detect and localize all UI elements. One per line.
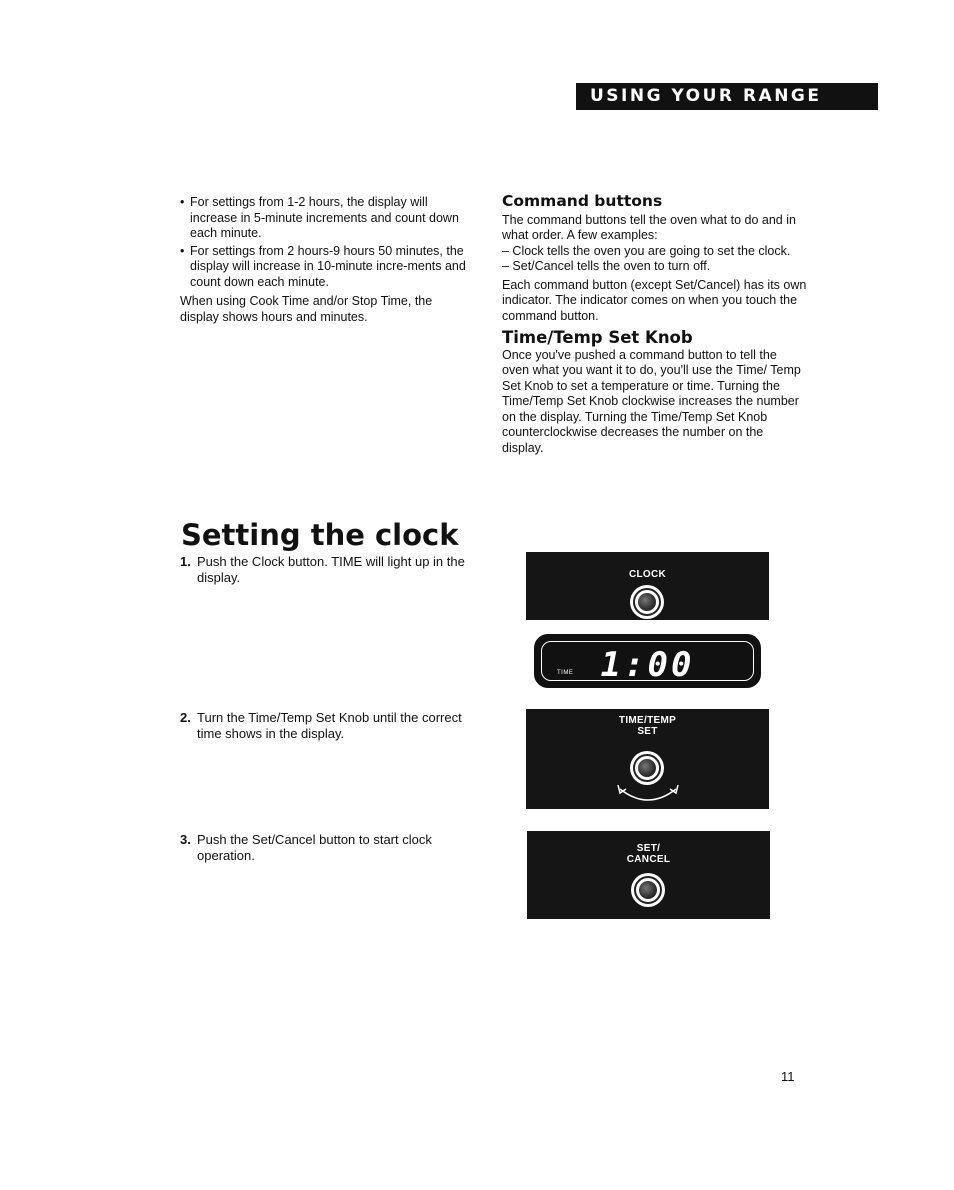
clock-button-icon	[630, 585, 664, 619]
bullet-item: • For settings from 2 hours-9 hours 50 minutes, the display will increase in 10-minute incre-ments and count down each minute.	[180, 244, 470, 291]
step-number: 2.	[180, 710, 191, 725]
step-text: Push the Set/Cancel button to start clock operation.	[197, 832, 432, 863]
timetemp-label-line2: SET	[637, 726, 658, 737]
rotate-arrow-icon	[616, 781, 680, 807]
timetemp-knob-icon	[630, 751, 664, 785]
step-1	[180, 554, 480, 586]
setcancel-label-line1: SET/	[636, 843, 661, 854]
step-number: 3.	[180, 832, 191, 847]
step-text: Turn the Time/Temp Set Knob until the correct time shows in the display.	[197, 710, 462, 741]
left-column	[180, 195, 470, 325]
command-example: – Set/Cancel tells the oven to turn off.	[502, 259, 711, 273]
section-title: Setting the clock	[181, 518, 459, 552]
right-column	[502, 194, 807, 456]
set-cancel-button-icon	[631, 873, 665, 907]
timetemp-knob-figure	[526, 709, 769, 809]
step-text: Push the Clock button. TIME will light up in the display.	[197, 554, 465, 585]
clock-button-figure	[526, 552, 769, 620]
knob-heading: Time/Temp Set Knob	[502, 328, 693, 347]
display-window	[541, 641, 754, 685]
timetemp-label-line1: TIME/TEMP	[618, 715, 677, 726]
page-number: 11	[781, 1069, 795, 1084]
setcancel-label-line2: CANCEL	[626, 854, 671, 865]
command-example: – Clock tells the oven you are going to set the clock.	[502, 243, 791, 258]
step-2	[180, 710, 480, 742]
set-cancel-figure	[527, 831, 770, 919]
display-note-paragraph: When using Cook Time and/or Stop Time, the display shows hours and minutes.	[180, 294, 433, 324]
command-buttons-heading: Command buttons	[502, 192, 663, 210]
clock-display-figure	[534, 634, 761, 688]
bullet-item: • For settings from 1-2 hours, the display will increase in 5-minute increments and count down each minute.	[180, 195, 470, 242]
knob-paragraph: Once you've pushed a command button to tell the oven what you want it to do, you'll use the Time/ Temp Set Knob to set a temperature or time. Turning the Time/Temp Set Knob clockwise increases the number on the display. Turning the Time/Temp Set Knob counterclockwise decreases the number on the display.	[502, 347, 801, 455]
section-header-bar: USING YOUR RANGE	[576, 83, 878, 110]
bullet-list	[180, 195, 470, 290]
command-intro: The command buttons tell the oven what to do and in what order. A few examples:	[502, 212, 796, 242]
time-indicator: TIME	[557, 670, 574, 676]
command-note: Each command button (except Set/Cancel) has its own indicator. The indicator comes on when you touch the command button.	[502, 277, 807, 323]
clock-label: CLOCK	[628, 569, 667, 580]
display-digits: 1:00	[600, 645, 695, 685]
step-3	[180, 832, 480, 864]
step-number: 1.	[180, 554, 191, 569]
